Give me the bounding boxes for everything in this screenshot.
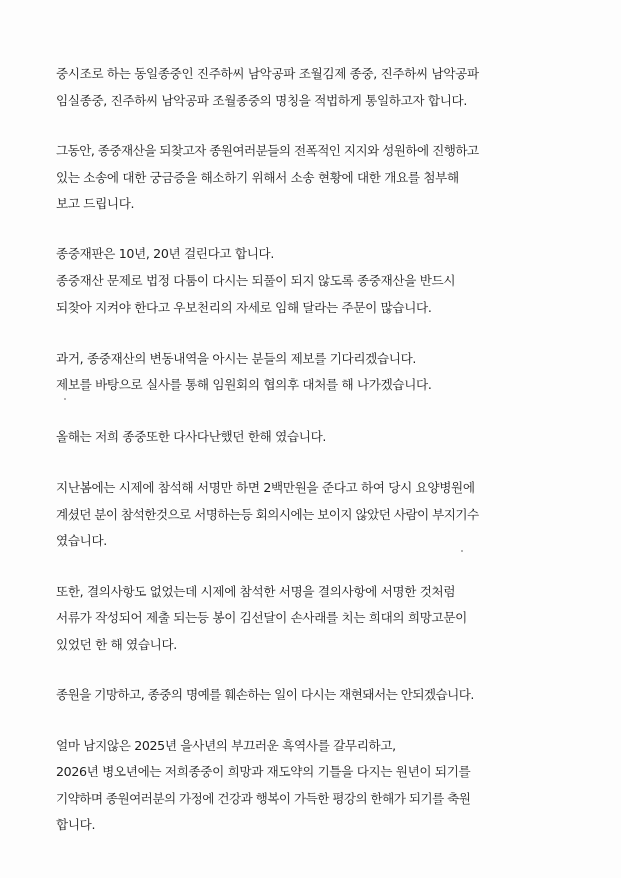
- paragraph-6-line-3: 였습니다.: [56, 533, 107, 548]
- paragraph-3-line-1: 종중재판은 10년, 20년 걸린다고 합니다.: [56, 246, 274, 261]
- paragraph-9-line-1: 얼마 남지않은 2025년 을사년의 부끄러운 흑역사를 갈무리하고,: [56, 738, 396, 753]
- paragraph-3-line-2: 종중재산 문제로 법정 다툼이 다시는 되풀이 되지 않도록 종중재산을 반드시: [56, 273, 456, 288]
- paragraph-6-line-1: 지난봄에는 시제에 참석해 서명만 하면 2백만원을 준다고 하여 당시 요양병원에: [56, 480, 475, 495]
- paragraph-9-line-2: 2026년 병오년에는 저희종중이 희망과 재도약의 기틀을 다지는 원년이 되기를: [56, 764, 471, 779]
- scan-speck: [461, 550, 463, 552]
- paragraph-4-line-2: 제보를 바탕으로 실사를 통해 임원회의 협의후 대처를 해 나가겠습니다.: [56, 377, 432, 392]
- paragraph-8-line-1: 종원을 기망하고, 종중의 명예를 훼손하는 일이 다시는 재현돼서는 안되겠습니다.: [56, 687, 474, 702]
- paragraph-6-line-2: 계셨던 분이 참석한것으로 서명하는등 회의시에는 보이지 않았던 사람이 부지기수: [56, 507, 479, 522]
- paragraph-2-line-2: 있는 소송에 대한 궁금증을 해소하기 위해서 소송 현황에 대한 개요를 첨부해: [56, 170, 459, 185]
- paragraph-2-line-3: 보고 드립니다.: [56, 196, 135, 211]
- paragraph-9-line-3: 기약하며 종원여러분의 가정에 건강과 행복이 가득한 평강의 한해가 되기를 축원: [56, 791, 471, 806]
- paragraph-7-line-3: 있었던 한 해 였습니다.: [56, 637, 177, 652]
- paragraph-3-line-3: 되찾아 지켜야 한다고 우보천리의 자세로 임해 달라는 주문이 많습니다.: [56, 300, 432, 315]
- paragraph-7-line-1: 또한, 결의사항도 없었는데 시제에 참석한 서명을 결의사항에 서명한 것처럼: [56, 584, 456, 599]
- paragraph-9-line-4: 합니다.: [56, 817, 96, 832]
- paragraph-1-line-1: 중시조로 하는 동일종중인 진주하씨 남악공파 조월김제 종중, 진주하씨 남악공파: [56, 66, 479, 81]
- paragraph-5-line-1: 올해는 저희 종중또한 다사다난했던 한해 였습니다.: [56, 429, 327, 444]
- paragraph-1-line-2: 임실종중, 진주하씨 남악공파 조월종중의 명칭을 적법하게 통일하고자 합니다.: [56, 93, 467, 108]
- paragraph-2-line-1: 그동안, 종중재산을 되찾고자 종원여러분들의 전폭적인 지지와 성원하에 진행하고: [56, 143, 479, 158]
- paragraph-7-line-2: 서류가 작성되어 제출 되는등 봉이 김선달이 손사래를 치는 희대의 희망고문이: [56, 610, 467, 625]
- scan-speck: [64, 398, 66, 400]
- paragraph-4-line-1: 과거, 종중재산의 변동내역을 아시는 분들의 제보를 기다리겠습니다.: [56, 351, 417, 366]
